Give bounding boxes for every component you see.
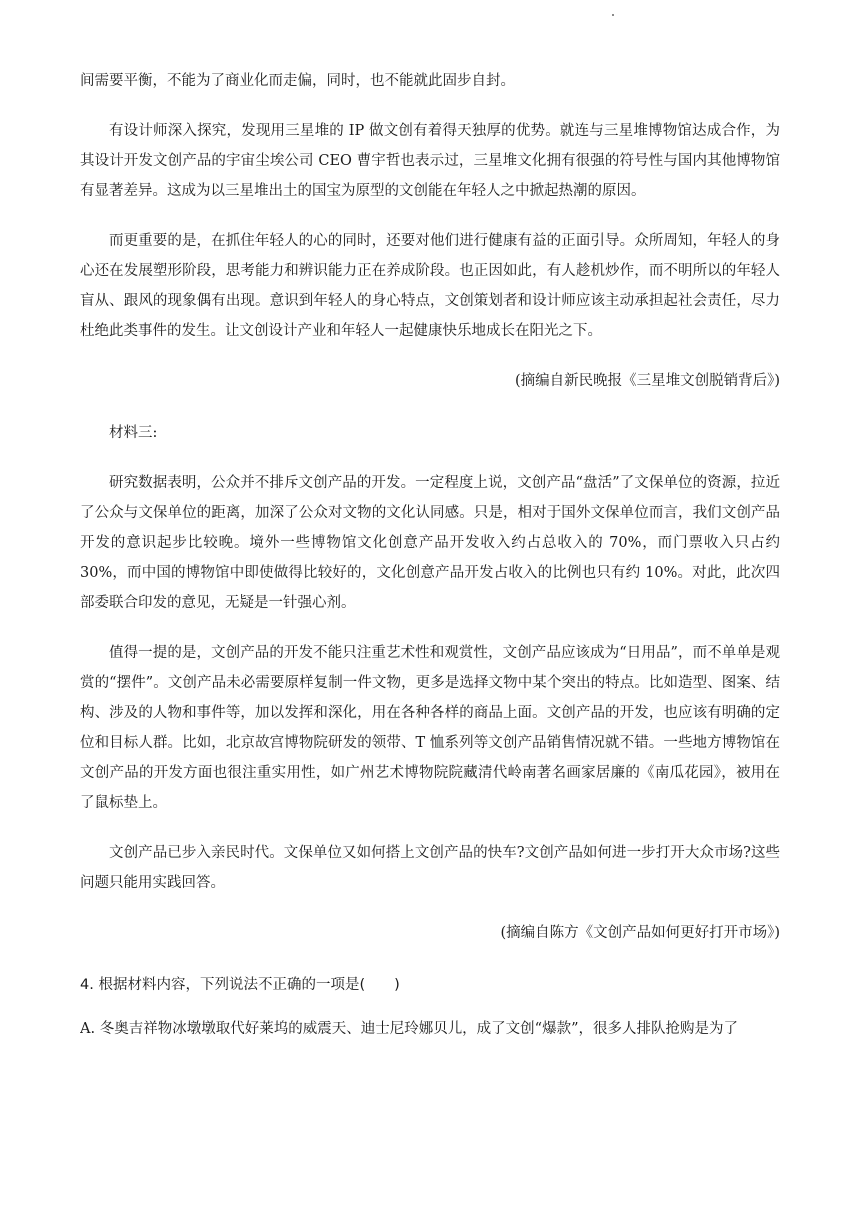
document-page [80, 66, 780, 1044]
source-citation-2: (摘编自陈方《文创产品如何更好打开市场》) [500, 925, 780, 941]
paragraph-sanxingdui-ip: 有设计师深入探究，发现用三星堆的 IP 做文创有着得天独厚的优势。就连与三星堆博物馆达成合作，为其设计开发文创产品的宇宙尘埃公司 CEO 曹宇哲也表示过，三星堆文化拥有很强的符号性与国内其他博物馆有显著差异。这成为以三星堆出土的国宝为原型的文创能在年轻人之中掀起热潮的原因。 [80, 123, 780, 199]
option-a: A. 冬奥吉祥物冰墩墩取代好莱坞的威震天、迪士尼玲娜贝儿，成了文创“爆款”，很多人排队抢购是为了 [80, 1021, 739, 1037]
source-citation-1: (摘编自新民晚报《三星堆文创脱销背后》) [514, 373, 780, 389]
top-dot [612, 14, 614, 16]
paragraph-daily-goods: 值得一提的是，文创产品的开发不能只注重艺术性和观赏性，文创产品应该成为“日用品”，而不单单是观赏的“摆件”。文创产品未必需要原样复制一件文物，更多是选择文物中某个突出的特点。比如造型、图案、结构、涉及的人物和事件等，加以发挥和深化，用在各种各样的商品上面。文创产品的开发，也应该有明确的定位和目标人群。比如，北京故宫博物院研发的领带、T 恤系列等文创产品销售情况就不错。一些地方博物馆在文创产品的开发方面也很注重实用性，如广州艺术博物院院藏清代岭南著名画家居廉的《南瓜花园》，被用在了鼠标垫上。 [80, 645, 780, 811]
paragraph-guidance: 而更重要的是，在抓住年轻人的心的同时，还要对他们进行健康有益的正面引导。众所周知，年轻人的身心还在发展塑形阶段，思考能力和辨识能力正在养成阶段。也正因如此，有人趁机炒作，而不明所以的年轻人盲从、跟风的现象偶有出现。意识到年轻人的身心特点，文创策划者和设计师应该主动承担起社会责任，尽力杜绝此类事件的发生。让文创设计产业和年轻人一起健康快乐地成长在阳光之下。 [80, 233, 780, 339]
paragraph-research-data: 研究数据表明，公众并不排斥文创产品的开发。一定程度上说，文创产品“盘活”了文保单位的资源，拉近了公众与文保单位的距离，加深了公众对文物的文化认同感。只是，相对于国外文保单位而言，我们文创产品开发的意识起步比较晚。境外一些博物馆文化创意产品开发收入约占总收入的 70%，而门票收入只占约 30%，而中国的博物馆中即使做得比较好的，文化创意产品开发占收入的比例也只有约 10%。对此，此次四部委联合印发的意见，无疑是一针强心剂。 [80, 475, 780, 611]
material-3-heading: 材料三: [109, 425, 158, 441]
paragraph-continuation: 间需要平衡，不能为了商业化而走偏，同时，也不能就此固步自封。 [80, 73, 515, 89]
paragraph-conclusion: 文创产品已步入亲民时代。文保单位又如何搭上文创产品的快车?文创产品如何进一步打开大众市场?这些问题只能用实践回答。 [80, 845, 780, 891]
question-4: 4. 根据材料内容，下列说法不正确的一项是( ) [80, 977, 400, 993]
